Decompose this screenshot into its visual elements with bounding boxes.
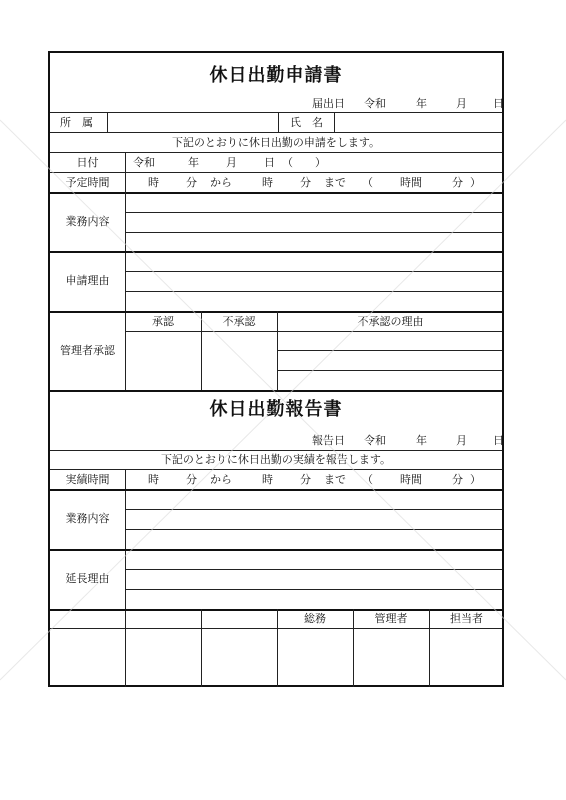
report-date-month: 月 <box>456 434 467 447</box>
work-content-label: 業務内容 <box>65 215 110 228</box>
extension-line-3[interactable] <box>126 590 502 608</box>
manager-header: 管理者 <box>374 612 408 625</box>
disapprove-reason-header: 不承認の理由 <box>357 315 424 328</box>
extension-line-2[interactable] <box>126 570 502 588</box>
submit-date-label: 届出日 <box>312 97 345 110</box>
planned-start-minute: 分 <box>186 176 197 189</box>
planned-time-label: 予定時間 <box>65 176 110 189</box>
manager-approval-label: 管理者承認 <box>60 344 115 357</box>
actual-paren-close: ） <box>470 473 481 486</box>
actual-end-minute: 分 <box>300 473 311 486</box>
report-date-label: 報告日 <box>312 434 345 447</box>
work-content-line-2[interactable] <box>126 213 502 231</box>
report-work-line-1[interactable] <box>126 490 502 508</box>
name-field[interactable] <box>335 113 503 131</box>
actual-time-label: 実績時間 <box>65 473 110 486</box>
planned-until: まで <box>324 176 346 189</box>
planned-end-minute: 分 <box>300 176 311 189</box>
reason-line-1[interactable] <box>126 252 502 270</box>
application-reason-label: 申請理由 <box>65 274 110 287</box>
application-intro: 下記のとおりに休日出勤の申請をします。 <box>171 136 381 149</box>
submit-date-month: 月 <box>456 97 467 110</box>
date-year: 年 <box>188 156 199 169</box>
actual-from: から <box>210 473 232 486</box>
planned-from: から <box>210 176 232 189</box>
submit-date-year: 年 <box>416 97 427 110</box>
manager-stamp-box[interactable] <box>354 629 428 686</box>
approve-header: 承認 <box>152 315 174 328</box>
report-title: 休日出勤報告書 <box>209 399 343 420</box>
affiliation-label: 所 属 <box>60 116 93 129</box>
actual-minutes: 分 <box>452 473 463 486</box>
person-in-charge-header: 担当者 <box>450 612 483 625</box>
disapprove-header: 不承認 <box>222 315 256 328</box>
planned-hours: 時間 <box>400 176 422 189</box>
planned-paren-close: ） <box>470 176 481 189</box>
affiliation-field[interactable] <box>108 113 278 131</box>
application-title: 休日出勤申請書 <box>209 65 343 86</box>
submit-date-day: 日 <box>493 97 504 110</box>
planned-paren-open: （ <box>362 176 373 189</box>
report-intro: 下記のとおりに休日出勤の実績を報告します。 <box>160 453 392 466</box>
report-work-content-label: 業務内容 <box>65 512 110 525</box>
work-content-line-3[interactable] <box>126 233 502 251</box>
approve-stamp-box[interactable] <box>126 332 200 389</box>
actual-paren-open: （ <box>362 473 373 486</box>
actual-hours: 時間 <box>400 473 422 486</box>
date-day: 日 <box>264 156 275 169</box>
report-work-line-3[interactable] <box>126 530 502 548</box>
reason-line-2[interactable] <box>126 272 502 290</box>
person-stamp-box[interactable] <box>430 629 503 686</box>
date-weekday: （ ） <box>282 156 326 169</box>
extension-line-1[interactable] <box>126 550 502 568</box>
reason-line-3[interactable] <box>126 292 502 310</box>
report-date-era: 令和 <box>364 434 386 447</box>
name-label: 氏 名 <box>290 116 323 129</box>
disapprove-stamp-box[interactable] <box>202 332 276 389</box>
report-work-line-2[interactable] <box>126 510 502 528</box>
work-content-line-1[interactable] <box>126 193 502 211</box>
extension-reason-label: 延長理由 <box>65 572 110 585</box>
holiday-work-form <box>48 51 504 687</box>
submit-date-era: 令和 <box>364 97 386 110</box>
date-label: 日付 <box>76 156 99 169</box>
date-era: 令和 <box>133 156 155 169</box>
actual-end-hour: 時 <box>262 473 273 486</box>
general-affairs-header: 総務 <box>304 612 326 625</box>
planned-start-hour: 時 <box>148 176 159 189</box>
actual-start-hour: 時 <box>148 473 159 486</box>
date-month: 月 <box>226 156 237 169</box>
actual-start-minute: 分 <box>186 473 197 486</box>
report-date-day: 日 <box>493 434 504 447</box>
planned-end-hour: 時 <box>262 176 273 189</box>
actual-until: まで <box>324 473 346 486</box>
planned-minutes: 分 <box>452 176 463 189</box>
general-affairs-stamp-box[interactable] <box>278 629 352 686</box>
report-date-year: 年 <box>416 434 427 447</box>
